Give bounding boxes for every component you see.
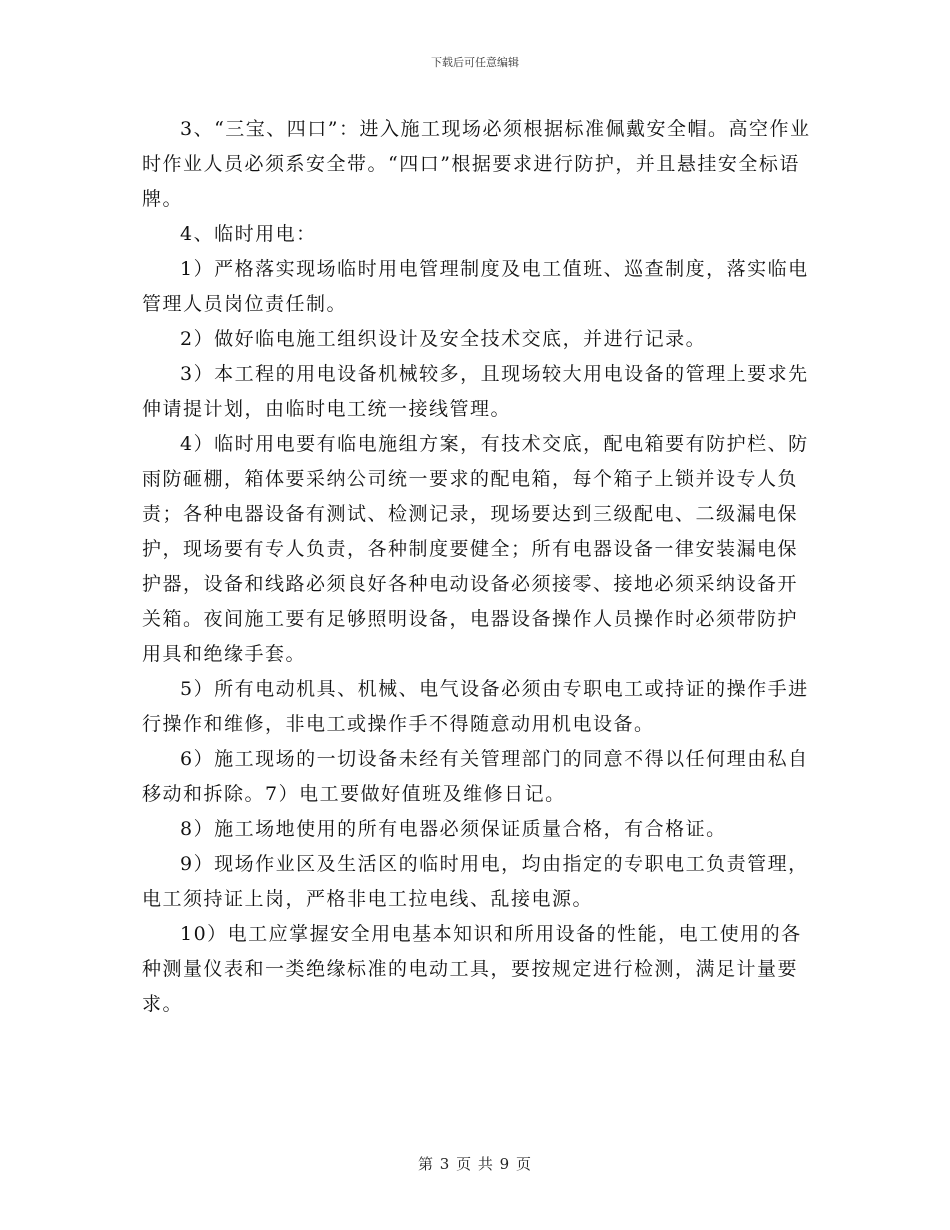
paragraph-item-9: 9）现场作业区及生活区的临时用电，均由指定的专职电工负责管理，电工须持证上岗，严格非电工拉电线、乱接电源。 xyxy=(142,853,809,910)
document-body xyxy=(142,112,812,1022)
paragraph-temporary-power-heading: 4、临时用电： xyxy=(180,223,317,245)
paragraph-item-8: 8）施工场地使用的所有电器必须保证质量合格，有合格证。 xyxy=(180,818,727,840)
paragraph-three-treasures: 3、“三宝、四口”：进入施工现场必须根据标准佩戴安全帽。高空作业时作业人员必须系安全带。“四口”根据要求进行防护，并且悬挂安全标语牌。 xyxy=(142,118,811,210)
paragraph-item-1: 1）严格落实现场临时用电管理制度及电工值班、巡查制度，落实临电管理人员岗位责任制。 xyxy=(142,258,809,315)
paragraph-item-5: 5）所有电动机具、机械、电气设备必须由专职电工或持证的操作手进行操作和维修，非电工或操作手不得随意动用机电设备。 xyxy=(142,678,809,735)
paragraph-item-3: 3）本工程的用电设备机械较多，且现场较大用电设备的管理上要求先伸请提计划，由临时电工统一接线管理。 xyxy=(142,363,809,420)
paragraph-item-10: 10）电工应掌握安全用电基本知识和所用设备的性能，电工使用的各种测量仪表和一类绝缘标准的电动工具，要按规定进行检测，满足计量要求。 xyxy=(142,923,802,1015)
page-number: 第 3 页 共 9 页 xyxy=(418,1155,532,1173)
paragraph-item-2: 2）做好临电施工组织设计及安全技术交底，并进行记录。 xyxy=(180,328,707,350)
paragraph-item-6-7: 6）施工现场的一切设备未经有关管理部门的同意不得以任何理由私自移动和拆除。7）电工要做好值班及维修日记。 xyxy=(142,748,809,805)
header-note: 下载后可任意编辑 xyxy=(431,56,519,69)
paragraph-item-4: 4）临时用电要有临电施组方案，有技术交底，配电箱要有防护栏、防雨防砸棚，箱体要采纳公司统一要求的配电箱，每个箱子上锁并设专人负责；各种电器设备有测试、检测记录，现场要达到三级配电、二级漏电保护，现场要有专人负责，各种制度要健全；所有电器设备一律安装漏电保护器，设备和线路必须良好各种电动设备必须接零、接地必须采纳设备开关箱。夜间施工要有足够照明设备，电器设备操作人员操作时必须带防护用具和绝缘手套。 xyxy=(142,433,809,665)
